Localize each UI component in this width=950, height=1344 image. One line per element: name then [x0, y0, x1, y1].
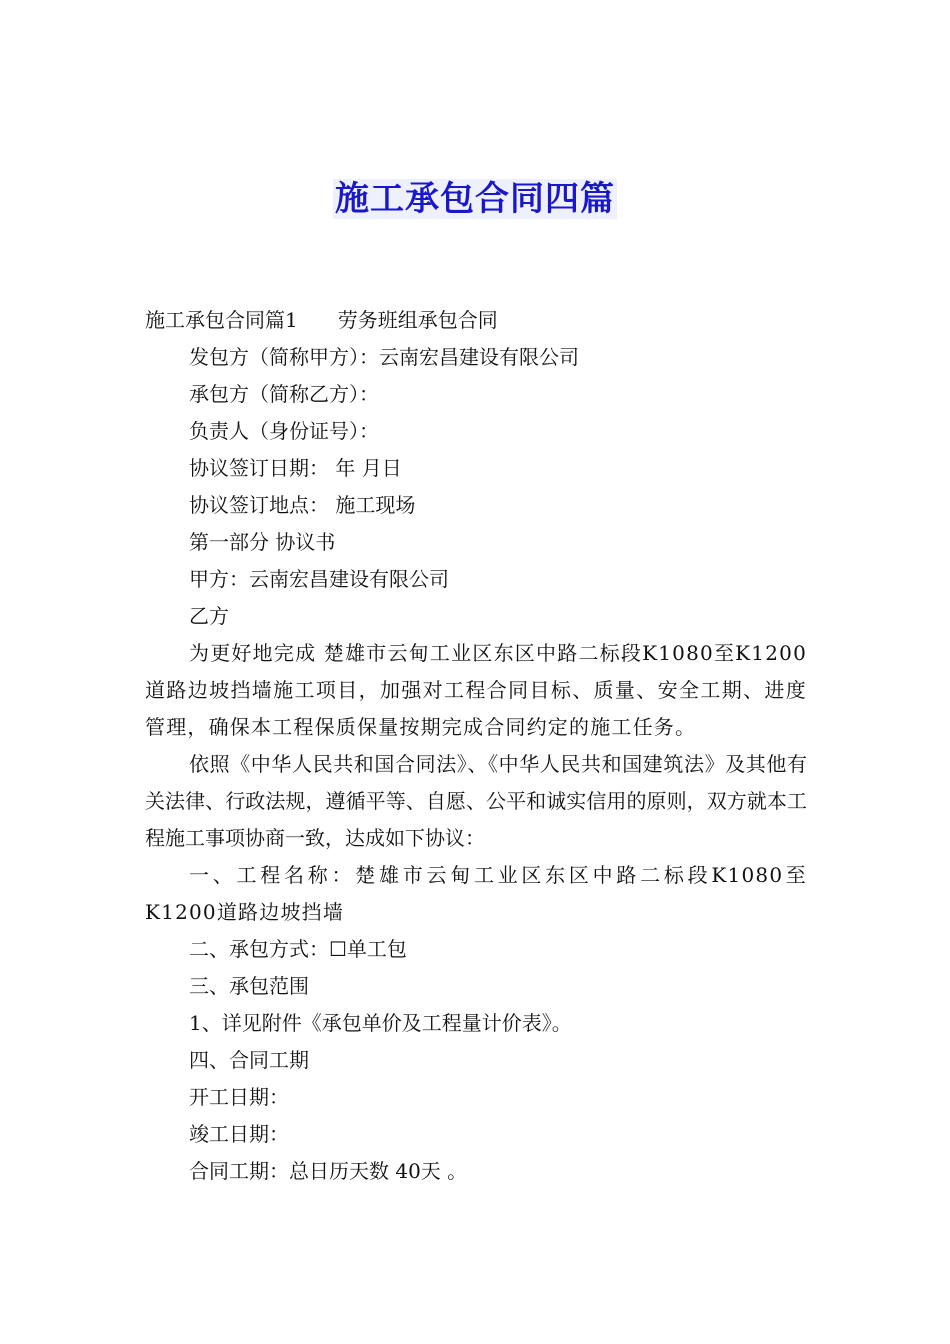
title-text: 施工承包合同四篇: [335, 179, 615, 219]
contract-scope-heading: 三、承包范围: [189, 974, 309, 998]
legal-basis-paragraph: 依照《中华人民共和国合同法》、《中华人民共和国建筑法》及其他有关法律、行政法规，遵循平等、自愿、公平和诚实信用的原则，双方就本工程施工事项协商一致，达成如下协议：: [145, 752, 807, 850]
start-date-line: 开工日期：: [189, 1085, 289, 1109]
scope-item-1: 1、详见附件《承包单价及工程量计价表》。: [189, 1011, 572, 1035]
signing-date-line: 协议签订日期： 年 月日: [189, 456, 402, 480]
employer-line: 发包方（简称甲方）：云南宏昌建设有限公司: [189, 345, 579, 369]
contract-duration-line: 合同工期：总日历天数 40天 。: [189, 1159, 468, 1183]
contract-heading-right: 劳务班组承包合同: [337, 308, 498, 332]
purpose-paragraph: 为更好地完成 楚雄市云甸工业区东区中路二标段K1080至K1200道路边坡挡墙施工项目，加强对工程合同目标、质量、安全工期、进度管理，确保本工程保质保量按期完成合同约定的施工任务。: [145, 641, 807, 739]
document-body: [145, 302, 807, 1190]
document-title: [0, 176, 950, 222]
contract-method-line: 二、承包方式：☐单工包: [189, 937, 407, 961]
contract-period-heading: 四、合同工期: [189, 1048, 309, 1072]
contract-heading: [145, 302, 807, 339]
completion-date-line: 竣工日期：: [189, 1122, 289, 1146]
contract-heading-left: 施工承包合同篇1: [145, 308, 298, 332]
part-one-heading: 第一部分 协议书: [189, 530, 336, 554]
project-name-paragraph: 一、工程名称：楚雄市云甸工业区东区中路二标段K1080至K1200道路边坡挡墙: [145, 863, 807, 924]
contractor-line: 承包方（简称乙方）：: [189, 382, 379, 406]
signing-place-line: 协议签订地点： 施工现场: [189, 493, 416, 517]
party-b-line: 乙方: [189, 604, 229, 628]
responsible-person-line: 负责人（身份证号）：: [189, 419, 379, 443]
party-a-line: 甲方：云南宏昌建设有限公司: [189, 567, 449, 591]
